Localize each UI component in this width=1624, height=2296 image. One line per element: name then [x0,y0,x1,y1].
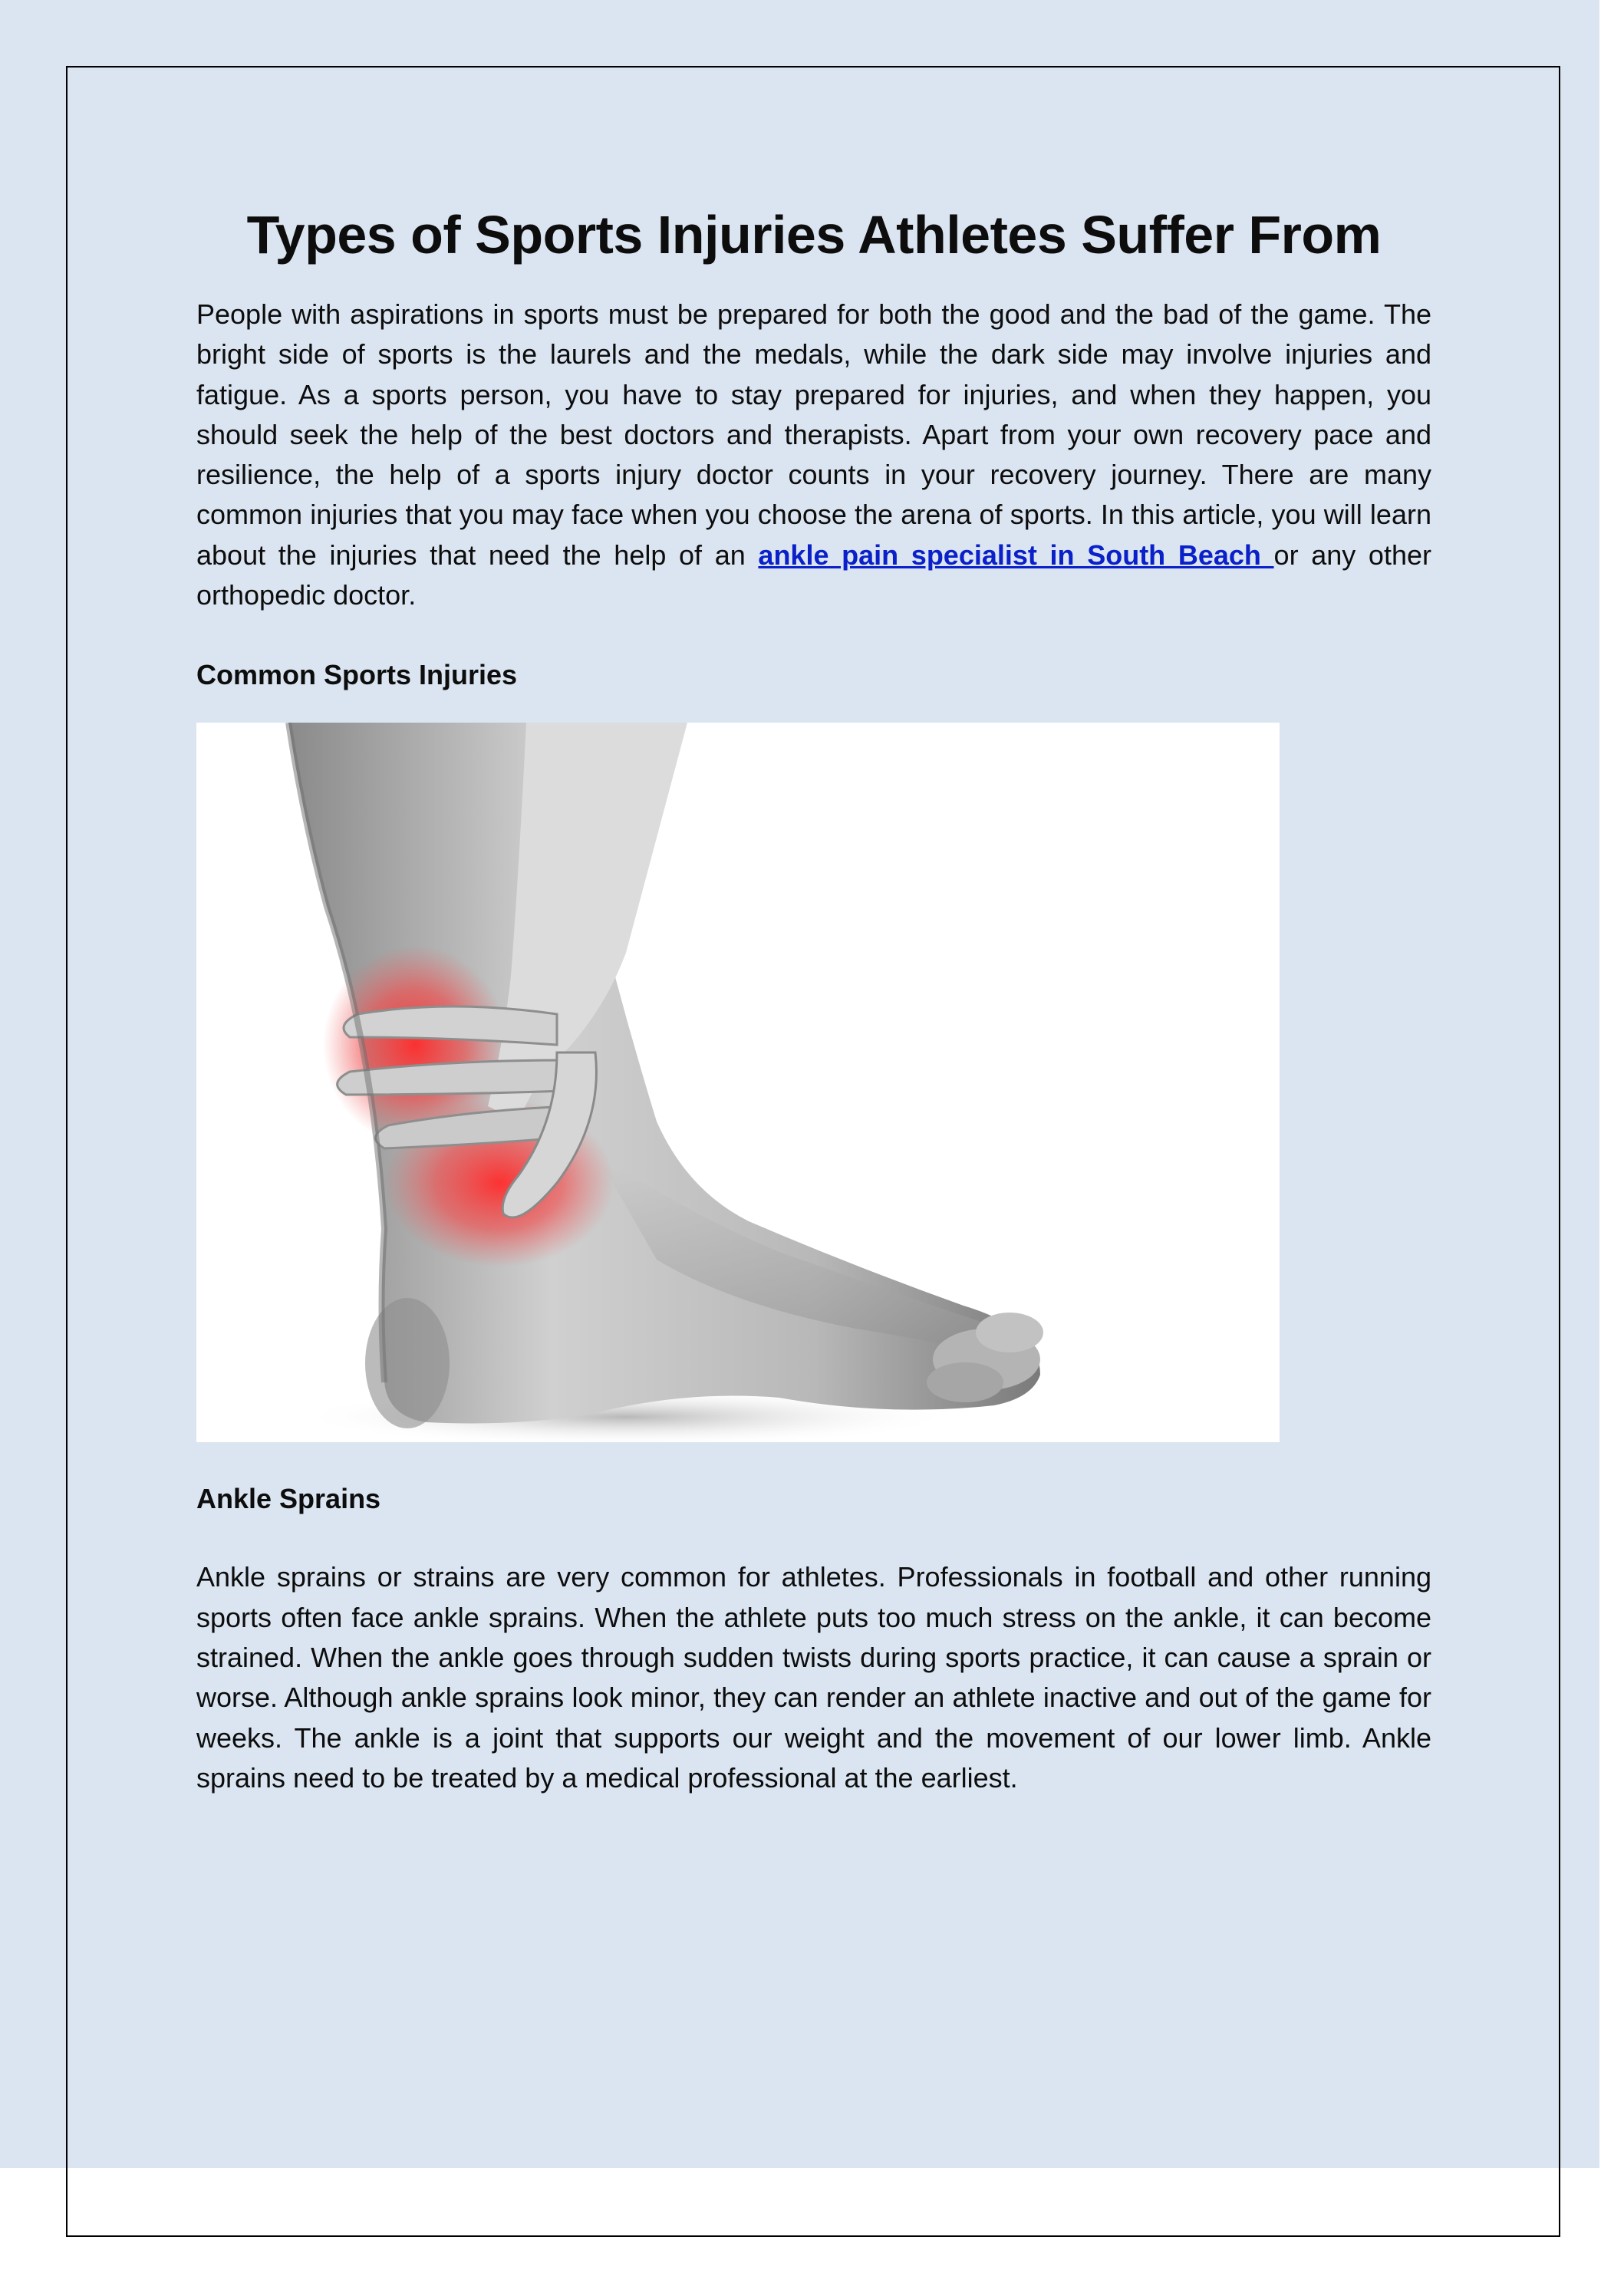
section-heading-common-injuries: Common Sports Injuries [196,659,518,691]
section-heading-ankle-sprains: Ankle Sprains [196,1483,381,1515]
intro-paragraph [196,295,1431,615]
ankle-pain-photo [196,723,1280,1442]
document-content [196,199,1431,1798]
intro-text: People with aspirations in sports must be prepared for both the good and the bad of the game. The bright side of sports is the laurels and the medals, while the dark side may involve injuries and fatigue. As a sports person, you have to stay prepared for injuries, and when they happen, you should seek the help of the best doctors and therapists. Apart from your own recovery pace and resilience, the help of a sports injury doctor counts in your recovery journey. There are many common injuries that you may face when you choose the arena of sports. In this article, you will learn about the injuries that need the help of an [196,298,1431,571]
document-title: Types of Sports Injuries Athletes Suffer From [246,205,1382,265]
ankle-sprains-paragraph: Ankle sprains or strains are very common for athletes. Professionals in football and other running sports often face ankle sprains. When the athlete puts too much stress on the ankle, it can become strained. When the ankle goes through sudden twists during sports practice, it can cause a sprain or worse. Although ankle sprains look minor, they can render an athlete inactive and out of the game for weeks. The ankle is a joint that supports our weight and the movement of our lower limb. Ankle sprains need to be treated by a medical professional at the earliest. [196,1561,1431,1794]
ankle-specialist-link[interactable]: ankle pain specialist in South Beach [758,539,1274,571]
intro-text-end: or any other orthopedic doctor. [196,539,1431,611]
